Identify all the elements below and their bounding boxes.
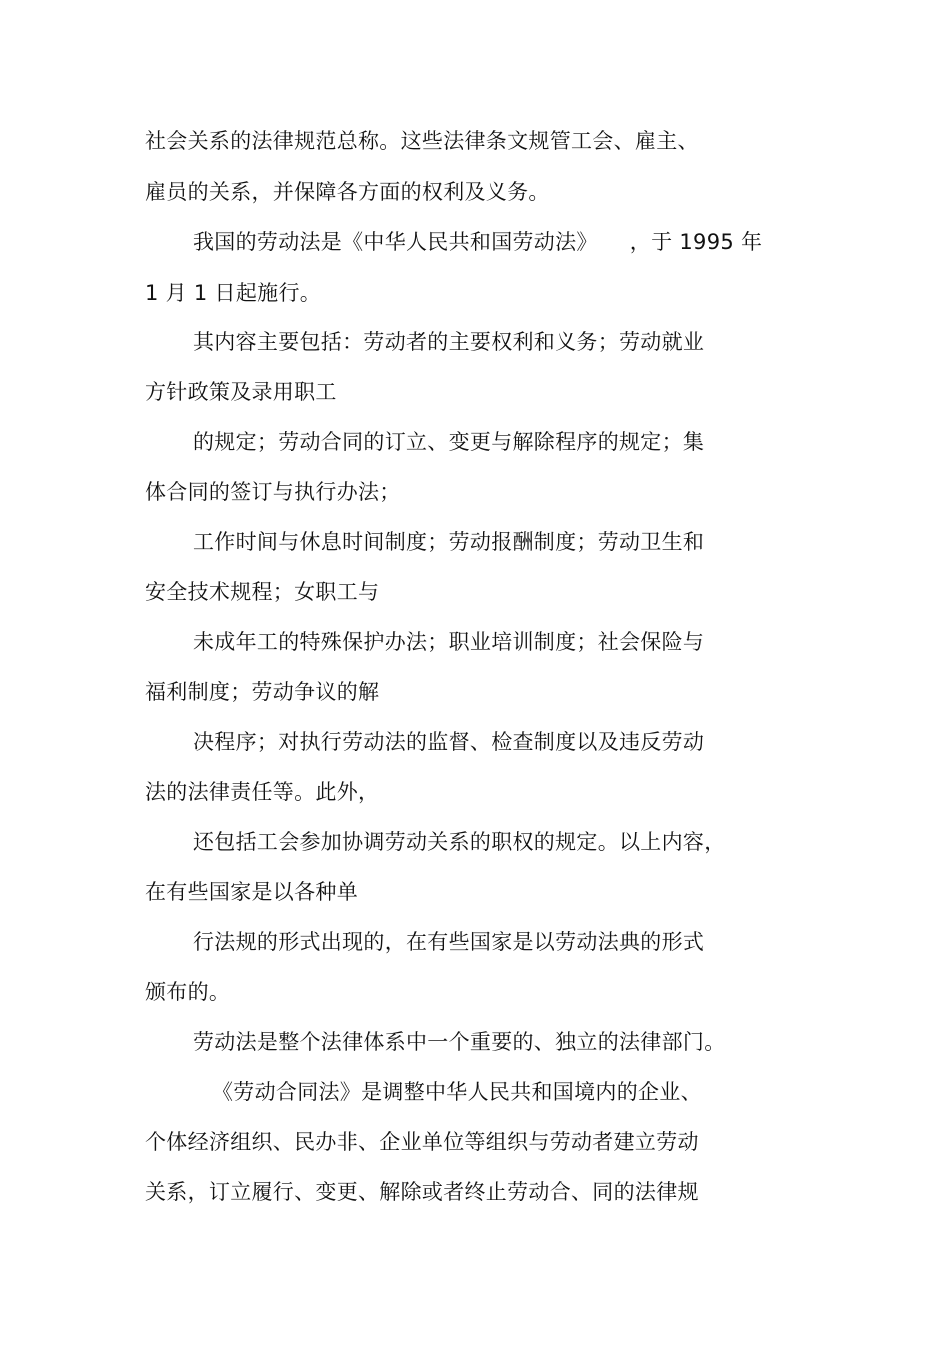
text-line: 关系，订立履行、变更、解除或者终止劳动合、同的法律规 (145, 1180, 699, 1204)
text-line: 社会关系的法律规范总称。这些法律条文规管工会、雇主、 (145, 129, 699, 153)
text-line: 的规定；劳动合同的订立、变更与解除程序的规定；集 (193, 430, 705, 454)
text-line: 在有些国家是以各种单 (145, 880, 358, 904)
text-line: 我国的劳动法是《中华人民共和国劳动法》 ，于 1995 年 (193, 230, 763, 254)
text-line: 劳动法是整个法律体系中一个重要的、独立的法律部门。 (193, 1030, 726, 1054)
text-line: 未成年工的特殊保护办法；职业培训制度；社会保险与 (193, 630, 705, 654)
text-line: 《劳动合同法》是调整中华人民共和国境内的企业、 (212, 1080, 702, 1104)
text-line: 1 月 1 日起施行。 (145, 281, 322, 305)
text-line: 颁布的。 (145, 980, 231, 1004)
text-line: 决程序；对执行劳动法的监督、检查制度以及违反劳动 (193, 730, 705, 754)
text-line: 体合同的签订与执行办法； (145, 480, 401, 504)
text-line: 还包括工会参加协调劳动关系的职权的规定。以上内容， (193, 830, 726, 854)
text-line: 工作时间与休息时间制度；劳动报酬制度；劳动卫生和 (193, 530, 705, 554)
text-line: 福利制度；劳动争议的解 (145, 680, 380, 704)
text-line: 雇员的关系，并保障各方面的权利及义务。 (145, 180, 550, 204)
text-line: 其内容主要包括：劳动者的主要权利和义务；劳动就业 (193, 330, 705, 354)
text-line: 安全技术规程；女职工与 (145, 580, 380, 604)
text-line: 方针政策及录用职工 (145, 380, 337, 404)
text-line: 个体经济组织、民办非、企业单位等组织与劳动者建立劳动 (145, 1130, 699, 1154)
text-line: 法的法律责任等。此外， (145, 780, 380, 804)
text-line: 行法规的形式出现的，在有些国家是以劳动法典的形式 (193, 930, 705, 954)
